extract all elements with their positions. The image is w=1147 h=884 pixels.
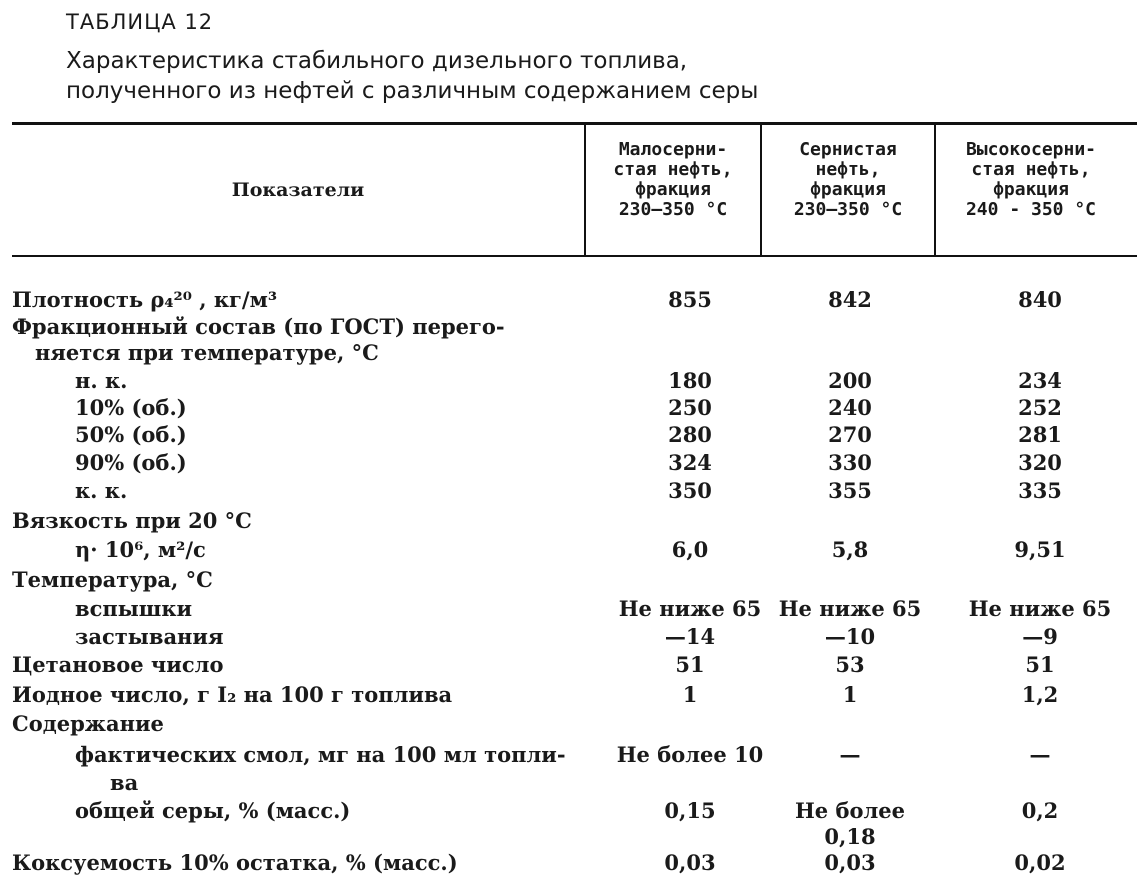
- cell-low-sulfur: 6,0: [671, 537, 709, 562]
- row-label: общей серы, % (масс.): [75, 798, 351, 823]
- cell-high-sulfur: Не ниже 65: [968, 596, 1112, 621]
- table-row: [0, 770, 1147, 793]
- cell-low-sulfur: 280: [668, 422, 712, 447]
- row-label: вспышки: [75, 596, 193, 621]
- row-label: Коксуемость 10% остатка, % (масс.): [12, 850, 458, 875]
- row-label: Вязкость при 20 °С: [12, 508, 252, 533]
- table-row: [0, 596, 1147, 619]
- header-sulfurous: Сернистая нефть, фракция 230—350 °С: [793, 139, 903, 220]
- cell-high-sulfur: —: [1029, 742, 1051, 767]
- table-row: [0, 624, 1147, 647]
- cell-high-sulfur: 1,2: [1021, 682, 1059, 707]
- cell-low-sulfur: 855: [668, 287, 712, 312]
- row-label: застывания: [75, 624, 224, 649]
- table-row: [0, 652, 1147, 675]
- table-row: [0, 682, 1147, 705]
- cell-high-sulfur: 252: [1018, 395, 1062, 420]
- table-row: [0, 395, 1147, 418]
- table-row: [0, 508, 1147, 531]
- cell-sulfurous: 240: [828, 395, 872, 420]
- table-row: [0, 567, 1147, 590]
- cell-low-sulfur: 51: [675, 652, 705, 677]
- table-row: [0, 340, 1147, 363]
- table-row: [0, 450, 1147, 473]
- cell-sulfurous: —: [839, 742, 861, 767]
- row-label: Плотность ρ₄²⁰ , кг/м³: [12, 287, 278, 312]
- cell-low-sulfur: 1: [682, 682, 698, 707]
- cell-low-sulfur: —14: [664, 624, 716, 649]
- cell-sulfurous: 200: [828, 368, 872, 393]
- row-label: Иодное число, г I₂ на 100 г топлива: [12, 682, 453, 707]
- cell-sulfurous: 842: [828, 287, 872, 312]
- cell-sulfurous: 53: [835, 652, 865, 677]
- row-label: η· 10⁶, м²/с: [75, 537, 206, 562]
- header-high-sulfur: Высокосерни- стая нефть, фракция 240 - 350 °С: [965, 139, 1097, 220]
- table-row: [0, 314, 1147, 337]
- row-label: ва: [110, 770, 139, 795]
- table-row: [0, 287, 1147, 310]
- table-row: [0, 711, 1147, 734]
- cell-low-sulfur: 0,03: [664, 850, 716, 875]
- row-label: Содержание: [12, 711, 164, 736]
- table-row: [0, 368, 1147, 391]
- cell-low-sulfur: 180: [668, 368, 712, 393]
- row-label: 90% (об.): [75, 450, 187, 475]
- cell-low-sulfur: 324: [668, 450, 712, 475]
- row-label: Фракционный состав (по ГОСТ) перего-: [12, 314, 505, 339]
- cell-low-sulfur: 0,15: [664, 798, 716, 823]
- cell-high-sulfur: 335: [1018, 478, 1062, 503]
- cell-high-sulfur: 840: [1018, 287, 1062, 312]
- table-row: [0, 850, 1147, 873]
- cell-high-sulfur: 0,2: [1021, 798, 1059, 823]
- cell-high-sulfur: 0,02: [1014, 850, 1066, 875]
- cell-sulfurous: 355: [828, 478, 872, 503]
- row-label: Цетановое число: [12, 652, 224, 677]
- cell-sulfurous: 0,18: [824, 824, 876, 849]
- cell-sulfurous: 5,8: [831, 537, 869, 562]
- cell-high-sulfur: 320: [1018, 450, 1062, 475]
- table-title-line-2: полученного из нефтей с различным содержанием серы: [66, 78, 759, 104]
- header-bottom-rule: [12, 255, 1137, 257]
- cell-sulfurous: Не более: [794, 798, 906, 823]
- table-row: [0, 798, 1147, 821]
- cell-low-sulfur: 250: [668, 395, 712, 420]
- cell-high-sulfur: 51: [1025, 652, 1055, 677]
- row-label: Температура, °С: [12, 567, 213, 592]
- row-label: 50% (об.): [75, 422, 187, 447]
- cell-sulfurous: 0,03: [824, 850, 876, 875]
- cell-high-sulfur: 234: [1018, 368, 1062, 393]
- cell-low-sulfur: Не более 10: [616, 742, 764, 767]
- cell-low-sulfur: Не ниже 65: [618, 596, 762, 621]
- header-indicator: Показатели: [231, 179, 365, 201]
- table-row: [0, 742, 1147, 765]
- cell-sulfurous: —10: [824, 624, 876, 649]
- row-label: к. к.: [75, 478, 128, 503]
- cell-sulfurous: 1: [842, 682, 858, 707]
- cell-sulfurous: 330: [828, 450, 872, 475]
- cell-high-sulfur: —9: [1022, 624, 1058, 649]
- table-title-line-1: Характеристика стабильного дизельного топлива,: [66, 48, 688, 74]
- table-row: [0, 478, 1147, 501]
- cell-high-sulfur: 9,51: [1014, 537, 1066, 562]
- row-label: 10% (об.): [75, 395, 187, 420]
- table-row: [0, 824, 1147, 847]
- table-row: [0, 537, 1147, 560]
- cell-low-sulfur: 350: [668, 478, 712, 503]
- table-row: [0, 422, 1147, 445]
- header-low-sulfur: Малосерни- стая нефть, фракция 230—350 °С: [613, 139, 733, 220]
- cell-high-sulfur: 281: [1018, 422, 1062, 447]
- cell-sulfurous: 270: [828, 422, 872, 447]
- row-label: н. к.: [75, 368, 128, 393]
- cell-sulfurous: Не ниже 65: [778, 596, 922, 621]
- row-label: фактических смол, мг на 100 мл топли-: [75, 742, 566, 767]
- row-label: няется при температуре, °С: [35, 340, 379, 365]
- table-caption: ТАБЛИЦА 12: [66, 10, 214, 34]
